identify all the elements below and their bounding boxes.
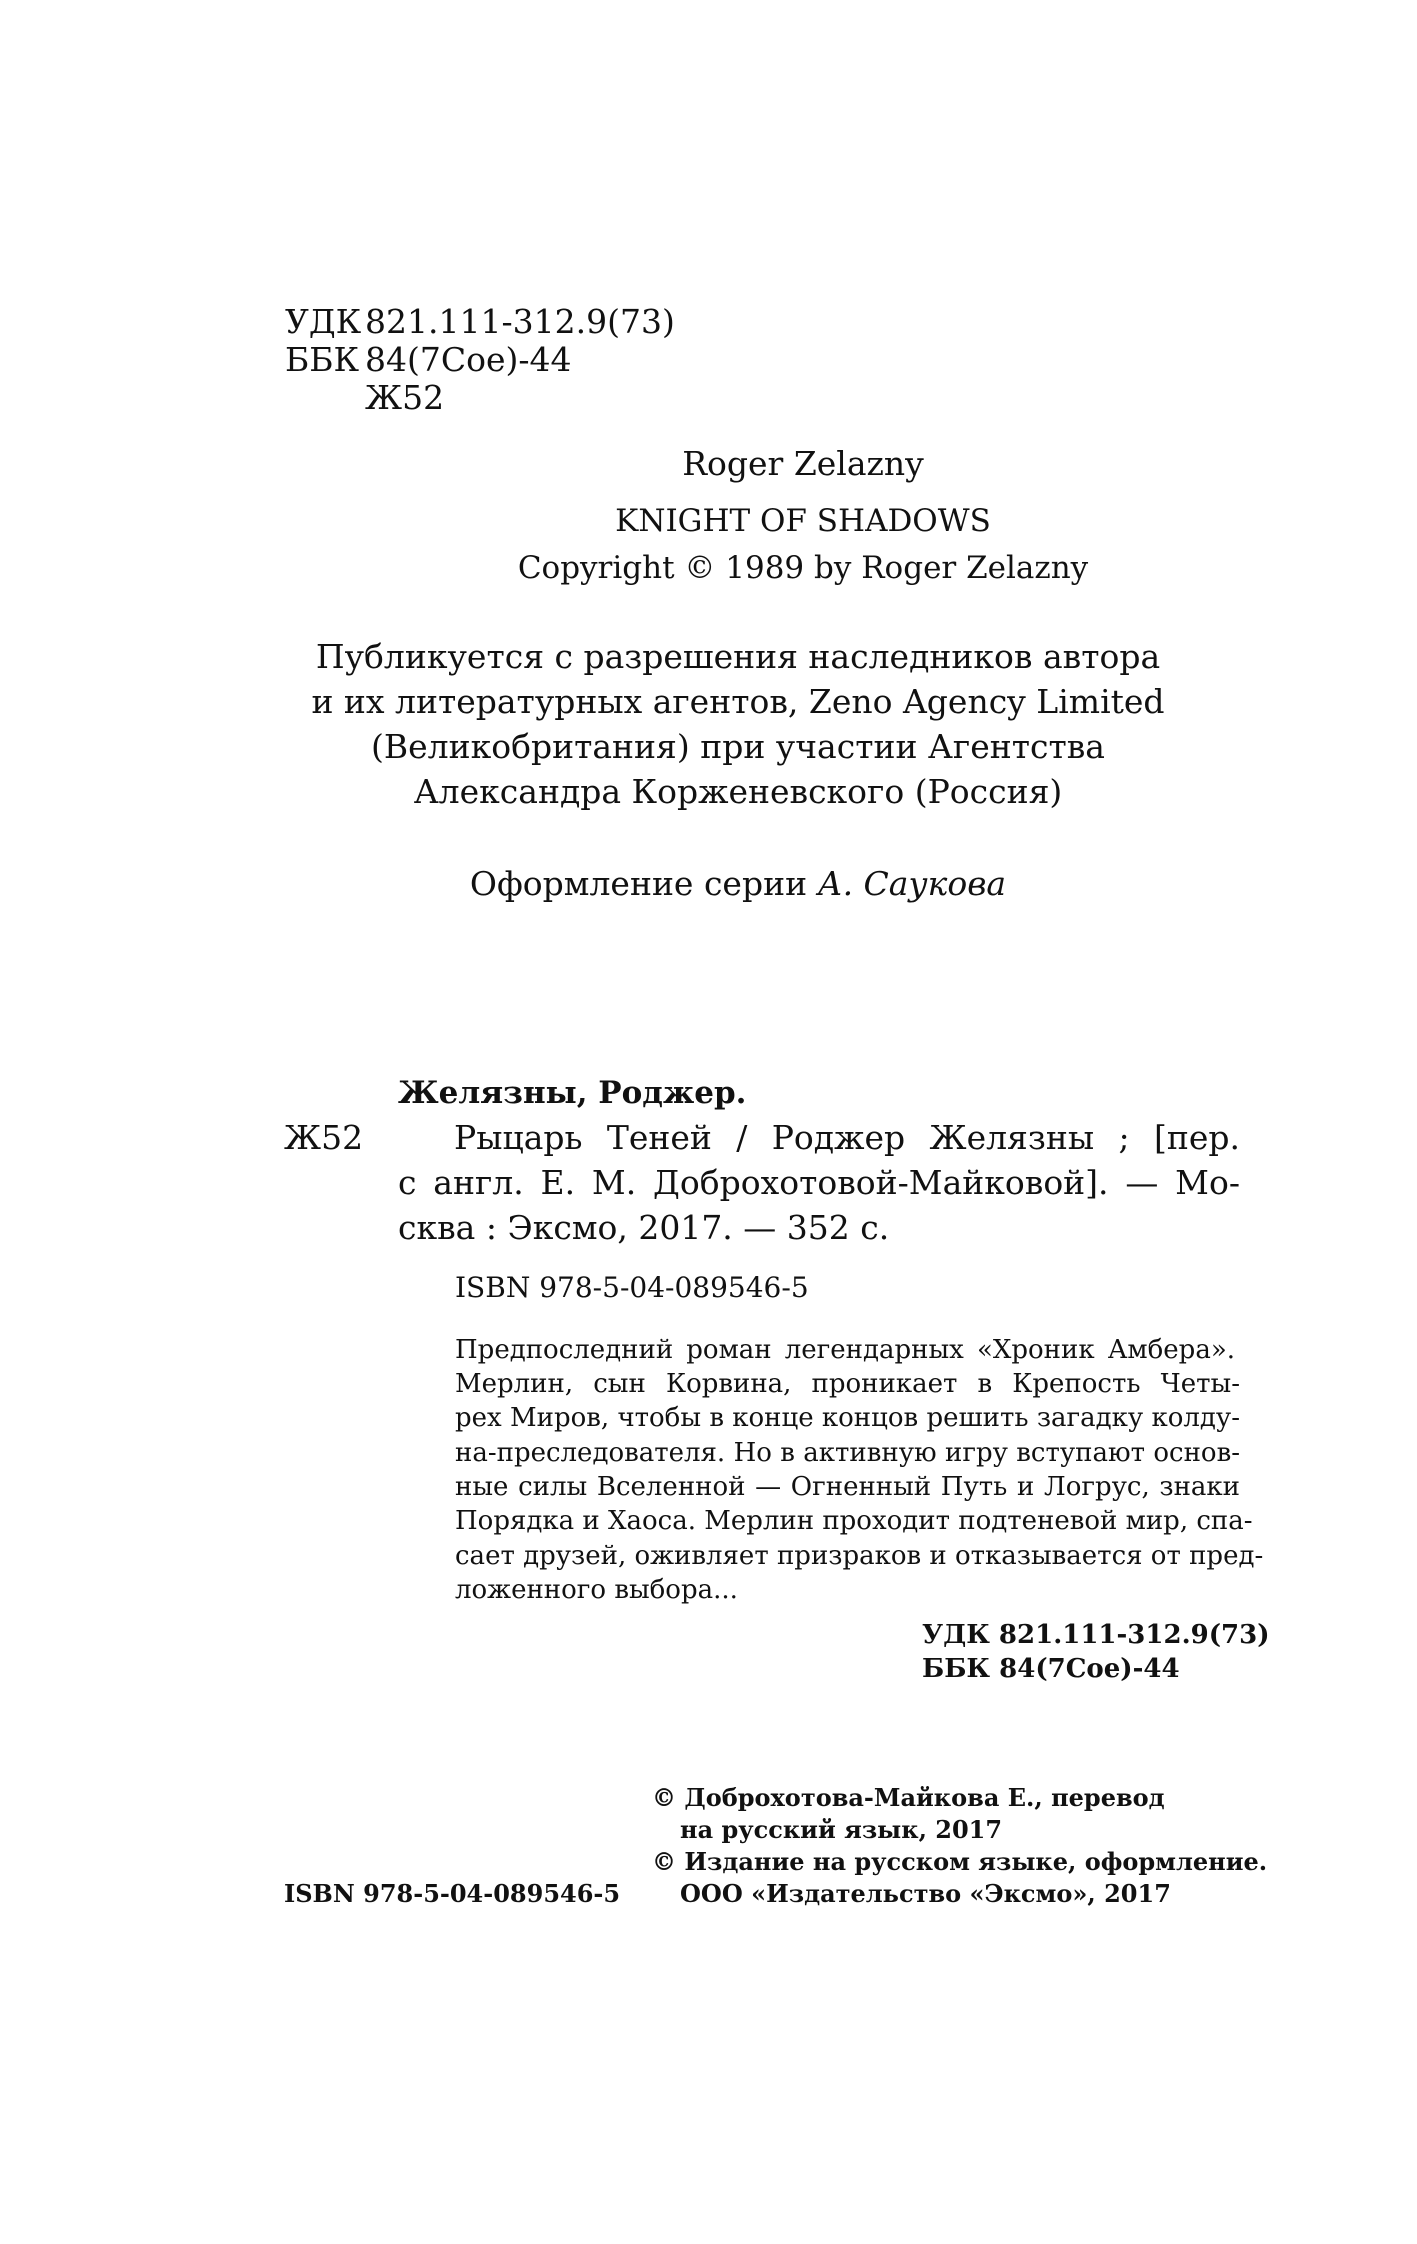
permission-line: Александра Корженевского (Россия) [413,772,1063,811]
series-design [258,864,1218,904]
author-mark: Ж52 [365,378,445,417]
series-designer: А. Саукова [817,864,1007,903]
record-isbn: ISBN 978-5-04-089546-5 [455,1271,809,1304]
copyright-line: © Издание на русском языке, оформление. [652,1847,1268,1876]
udk-label: УДК [285,302,362,341]
annotation-line: Порядка и Хаоса. Мерлин проходит подтеневой мир, спа- [455,1506,1253,1536]
permission-line: Публикуется с разрешения наследников автора [315,637,1161,676]
annotation-line: рех Миров, чтобы в конце концов решить загадку колду- [455,1403,1240,1433]
copyright-line: на русский язык, 2017 [680,1815,1003,1844]
annotation-line: ложенного выбора... [455,1575,738,1605]
original-title: KNIGHT OF SHADOWS [615,503,991,539]
record-heading: Желязны, Роджер. [398,1075,747,1111]
annotation-line: Предпоследний роман легендарных «Хроник Амбера». [455,1335,1235,1365]
udk-value: 821.111-312.9(73) [365,302,675,341]
permission-line: и их литературных агентов, Zeno Agency Limited [311,682,1165,721]
bottom-bbk: ББК 84(7Сое)-44 [922,1654,1180,1684]
copyright-line: ООО «Издательство «Эксмо», 2017 [680,1879,1171,1908]
record-author-mark: Ж52 [284,1118,364,1157]
original-copyright: Copyright © 1989 by Roger Zelazny [517,550,1089,586]
bottom-udk: УДК 821.111-312.9(73) [922,1620,1270,1650]
record-line: сква : Эксмо, 2017. — 352 с. [398,1208,890,1247]
permission-line: (Великобритания) при участии Агентства [371,727,1105,766]
bbk-value: 84(7Сое)-44 [365,340,572,379]
annotation-line: сает друзей, оживляет призраков и отказывается от пред- [455,1541,1264,1571]
annotation-line: ные силы Вселенной — Огненный Путь и Логрус, знаки [455,1472,1240,1502]
copyright-line: © Доброхотова-Майкова Е., перевод [652,1783,1165,1812]
series-design-prefix: Оформление серии [469,864,818,903]
record-line: Рыцарь Теней / Роджер Желязны ; [пер. [454,1118,1240,1157]
bbk-label: ББК [285,340,360,379]
isbn-bottom: ISBN 978-5-04-089546-5 [284,1879,621,1908]
original-author: Roger Zelazny [682,444,924,483]
annotation-line: Мерлин, сын Корвина, проникает в Крепость Четы- [455,1369,1240,1399]
annotation-line: на-преследователя. Но в активную игру вступают основ- [455,1438,1240,1468]
record-line: с англ. Е. М. Доброхотовой-Майковой]. — Мо- [398,1163,1240,1202]
